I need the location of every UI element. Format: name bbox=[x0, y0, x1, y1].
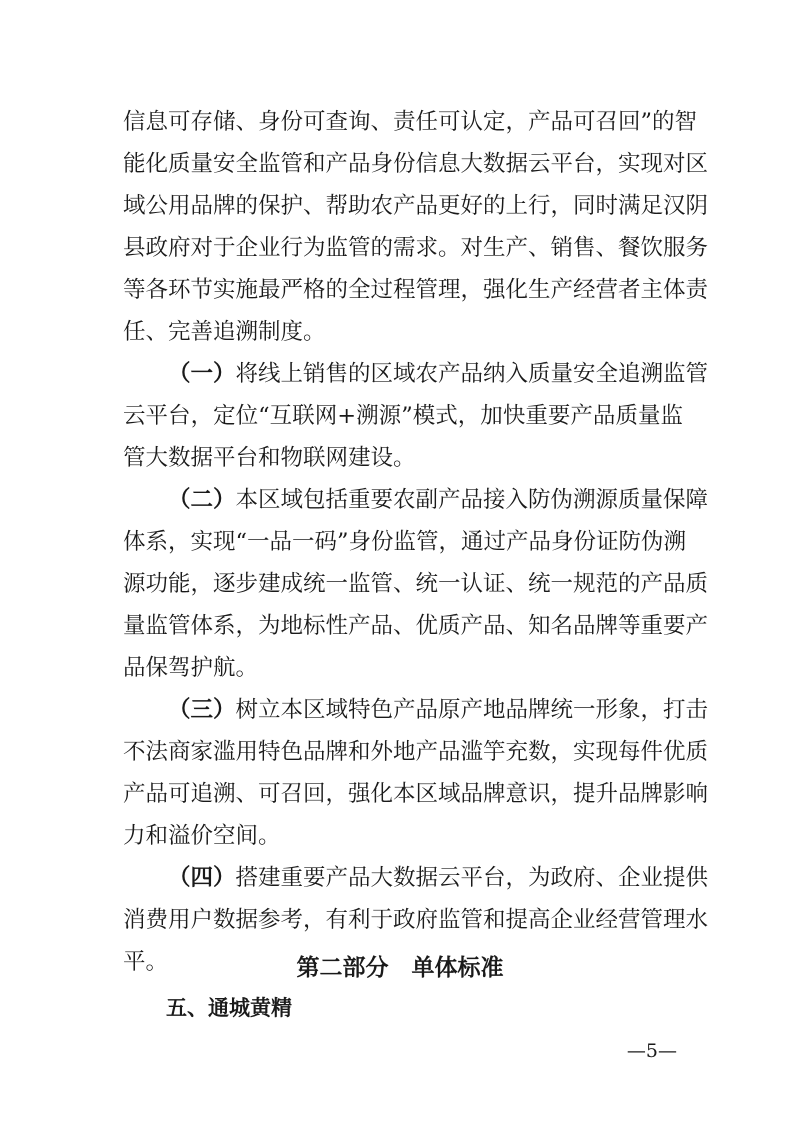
paragraph-line: 能化质量安全监管和产品身份信息大数据云平台，实现对区 bbox=[123, 151, 709, 177]
item-text: 搭建重要产品大数据云平台，为政府、企业提供 bbox=[235, 865, 709, 891]
paragraph-line: 信息可存储、身份可查询、责任可认定，产品可召回”的智 bbox=[123, 109, 698, 135]
subsection-heading: 五、通城黄精 bbox=[166, 996, 292, 1020]
item-text: 将线上销售的区域农产品纳入质量安全追溯监管 bbox=[235, 361, 709, 387]
paragraph-line: 不法商家滥用特色品牌和外地产品滥竽充数，实现每件优质 bbox=[123, 739, 709, 765]
item-text: 树立本区域特色产品原产地品牌统一形象，打击 bbox=[235, 697, 709, 723]
item-label: （三） bbox=[168, 697, 236, 723]
section-heading: 第二部分 单体标准 bbox=[296, 955, 504, 981]
list-item-first-line bbox=[168, 863, 709, 893]
paragraph-line: 县政府对于企业行为监管的需求。对生产、销售、餐饮服务 bbox=[123, 235, 709, 261]
item-label: （二） bbox=[168, 487, 236, 513]
paragraph-line: 平。 bbox=[123, 949, 169, 975]
paragraph-line: 量监管体系，为地标性产品、优质产品、知名品牌等重要产 bbox=[123, 613, 709, 639]
list-item-first-line bbox=[168, 359, 709, 389]
paragraph-line: 任、完善追溯制度。 bbox=[123, 319, 326, 345]
paragraph-line: 域公用品牌的保护、帮助农产品更好的上行，同时满足汉阴 bbox=[123, 193, 709, 219]
paragraph-line: 品保驾护航。 bbox=[123, 655, 259, 681]
paragraph-line: 管大数据平台和物联网建设。 bbox=[123, 445, 416, 471]
paragraph-line: 云平台，定位“互联网+溯源”模式，加快重要产品质量监 bbox=[123, 403, 683, 429]
list-item-first-line bbox=[168, 485, 709, 515]
paragraph-line: 等各环节实施最严格的全过程管理，强化生产经营者主体责 bbox=[123, 277, 709, 303]
page-number: —5— bbox=[626, 1040, 677, 1062]
paragraph-line: 消费用户数据参考，有利于政府监管和提高企业经营管理水 bbox=[123, 907, 709, 933]
list-item-first-line bbox=[168, 695, 709, 725]
paragraph-line: 体系，实现“一品一码”身份监管，通过产品身份证防伪溯 bbox=[123, 529, 687, 555]
paragraph-line: 源功能，逐步建成统一监管、统一认证、统一规范的产品质 bbox=[123, 571, 709, 597]
paragraph-line: 力和溢价空间。 bbox=[123, 823, 281, 849]
item-label: （四） bbox=[168, 865, 236, 891]
paragraph-line: 产品可追溯、可召回，强化本区域品牌意识，提升品牌影响 bbox=[123, 781, 709, 807]
item-text: 本区域包括重要农副产品接入防伪溯源质量保障 bbox=[235, 487, 709, 513]
item-label: （一） bbox=[168, 361, 236, 387]
